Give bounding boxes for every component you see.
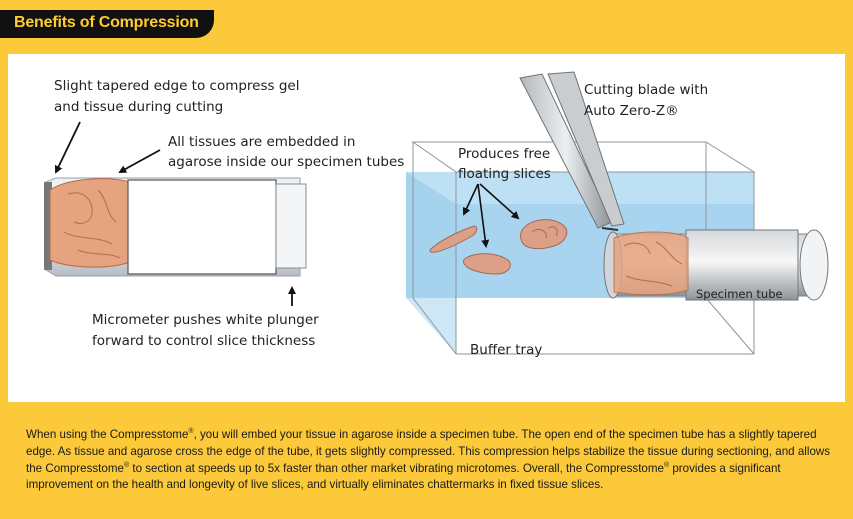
embedded-label-line1: All tissues are embedded in (168, 134, 356, 150)
embedded-label-line2: agarose inside our specimen tubes (168, 154, 405, 170)
micrometer-label-line2: forward to control slice thickness (92, 333, 316, 349)
tapered-edge-label-line2: and tissue during cutting (54, 99, 224, 115)
registered-mark-3: ® (663, 461, 670, 469)
description-text-1: When using the Compresstome (26, 428, 189, 441)
left-specimen-tube (44, 178, 306, 276)
micrometer-label-line1: Micrometer pushes white plunger (92, 312, 319, 328)
title-tab (0, 10, 214, 38)
embedded-arrow (120, 150, 160, 172)
tapered-edge-label-line1: Slight tapered edge to compress gel (54, 78, 300, 94)
blade-label-line2: Auto Zero-Z® (584, 103, 679, 119)
registered-mark-2: ® (123, 461, 130, 469)
specimen-tube-label: Specimen tube (696, 287, 783, 301)
registered-mark-1: ® (188, 428, 194, 436)
white-plunger (128, 180, 276, 274)
blade-label-line1: Cutting blade with (584, 82, 709, 98)
description-text-2: , you will embed your tissue in agarose inside a specimen tube. The open end of the specimen tube has a slightly tapered edge. As tissue and agarose cross the edge of the tube, it gets slightly compressed. This compression helps stabilize the tissue during sectioning, and allows the Compresstome (26, 428, 831, 475)
diagram (8, 54, 845, 402)
slices-label-line1: Produces free (458, 146, 551, 162)
description-text-3: to section at speeds up to 5x faster than other market vibrating microtomes. Overall, the Compresstome (129, 461, 664, 475)
description-text-4: provides a significant improvement on the health and longevity of live slices, and virtually eliminates chattermarks in fixed tissue slices. (26, 461, 781, 492)
tapered-edge-arrow (56, 122, 80, 172)
description-paragraph (26, 427, 832, 494)
slices-label-line2: floating slices (458, 166, 551, 182)
page-title: Benefits of Compression (14, 14, 199, 31)
buffer-tray-label: Buffer tray (470, 342, 543, 358)
diagram-panel (8, 54, 845, 402)
embedded-tissue (50, 179, 130, 267)
